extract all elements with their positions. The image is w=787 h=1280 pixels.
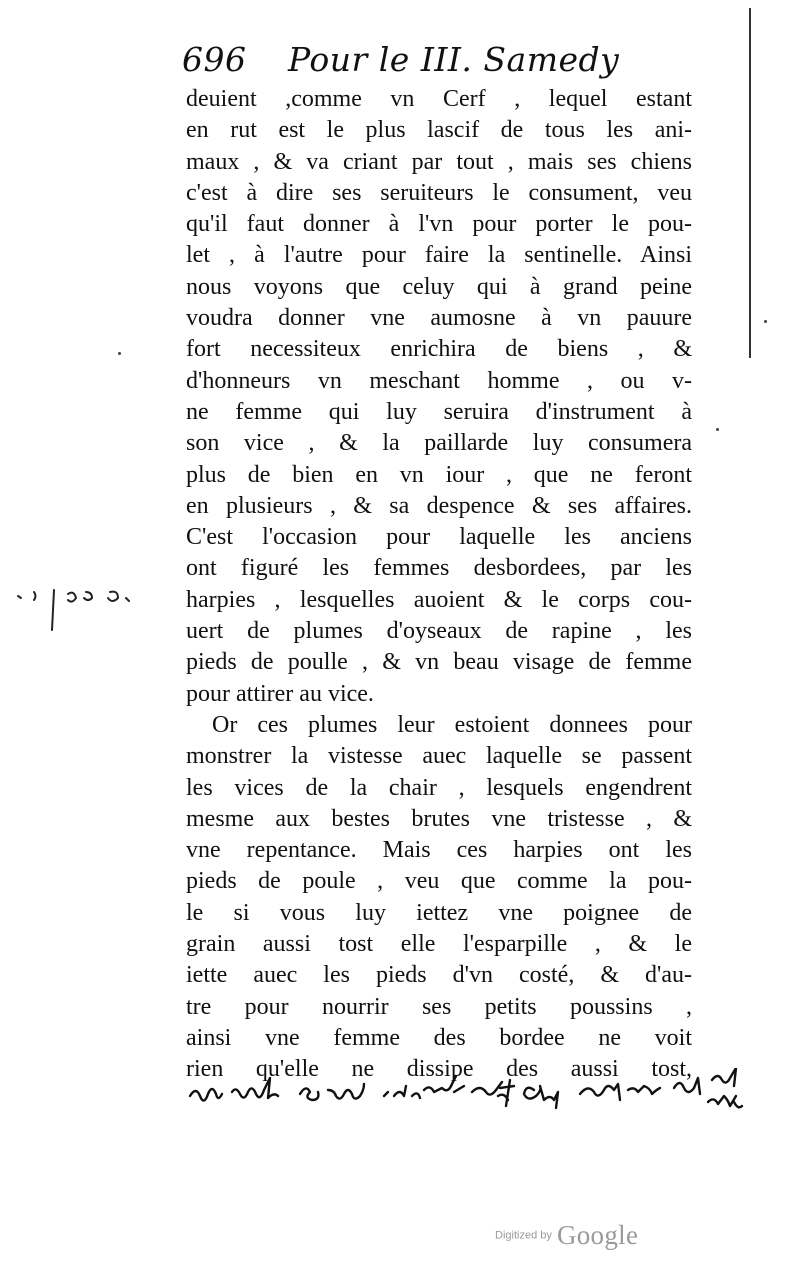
text-line: son vice , & la paillarde luy consumera <box>186 430 692 457</box>
text-line: ne femme qui luy seruira d'instrument à <box>186 398 692 425</box>
text-line: mesme aux bestes brutes vne tristesse , & <box>186 805 692 832</box>
text-line: Or ces plumes leur estoient donnees pour <box>212 711 692 738</box>
text-line: ont figuré les femmes desbordees, par les <box>186 555 692 582</box>
text-line: maux , & va criant par tout , mais ses chiens <box>186 148 692 175</box>
text-line: c'est à dire ses seruiteurs le consument, veu <box>186 179 692 206</box>
text-line: vne repentance. Mais ces harpies ont les <box>186 837 692 864</box>
text-line: voudra donner vne aumosne à vn pauure <box>186 305 692 332</box>
text-line: uert de plumes d'oyseaux de rapine , les <box>186 618 692 645</box>
page-edge-line <box>749 8 751 358</box>
text-line: monstrer la vistesse auec laquelle se passent <box>186 743 692 770</box>
watermark-brand-logo: Google <box>556 1220 639 1250</box>
text-line: qu'il faut donner à l'vn pour porter le pou- <box>186 211 692 238</box>
text-line: C'est l'occasion pour laquelle les anciens <box>186 524 692 551</box>
stray-ink-dot <box>118 352 121 355</box>
text-line: iette auec les pieds d'vn costé, & d'au- <box>186 962 692 989</box>
text-line: tre pour nourrir ses petits poussins , <box>186 993 692 1020</box>
marginal-scribble-icon <box>14 578 144 638</box>
stray-ink-dot <box>764 320 767 323</box>
text-line: nous voyons que celuy qui à grand peine <box>186 273 692 300</box>
text-line: le si vous luy iettez vne poignee de <box>186 899 692 926</box>
marginal-handwriting <box>14 578 144 638</box>
text-line: let , à l'autre pour faire la sentinelle. Ainsi <box>186 242 692 269</box>
text-line: en plusieurs , & sa despence & ses affaires. <box>186 492 692 519</box>
stray-ink-dot <box>716 428 719 431</box>
text-line: grain aussi tost elle l'esparpille , & le <box>186 931 692 958</box>
text-line: ainsi vne femme des bordee ne voit <box>186 1024 692 1051</box>
text-line: les vices de la chair , lesquels engendrent <box>186 774 692 801</box>
running-title: Pour le III. Samedy <box>288 40 620 79</box>
page-number: 696 <box>182 40 247 79</box>
text-line: fort necessiteux enrichira de biens , & <box>186 336 692 363</box>
text-line: pour attirer au vice. <box>186 680 374 707</box>
text-line: plus de bien en vn iour , que ne feront <box>186 461 692 488</box>
text-line: pieds de poule , veu que comme la pou- <box>186 868 692 895</box>
body-text <box>186 84 692 1086</box>
text-line: harpies , lesquelles auoient & le corps cou- <box>186 586 692 613</box>
watermark-prefix: Digitized by <box>495 1229 552 1242</box>
handwritten-scrawl-icon <box>188 1068 768 1128</box>
text-line: d'honneurs vn meschant homme , ou v- <box>186 367 692 394</box>
digitization-watermark <box>495 1220 638 1256</box>
text-line: rien qu'elle ne dissipe des aussi tost, <box>186 1056 692 1083</box>
running-header <box>182 40 702 86</box>
text-line: pieds de poulle , & vn beau visage de femme <box>186 649 692 676</box>
text-line: en rut est le plus lascif de tous les ani- <box>186 117 692 144</box>
handwritten-annotation <box>188 1068 768 1128</box>
text-line: deuient ,comme vn Cerf , lequel estant <box>186 86 692 112</box>
